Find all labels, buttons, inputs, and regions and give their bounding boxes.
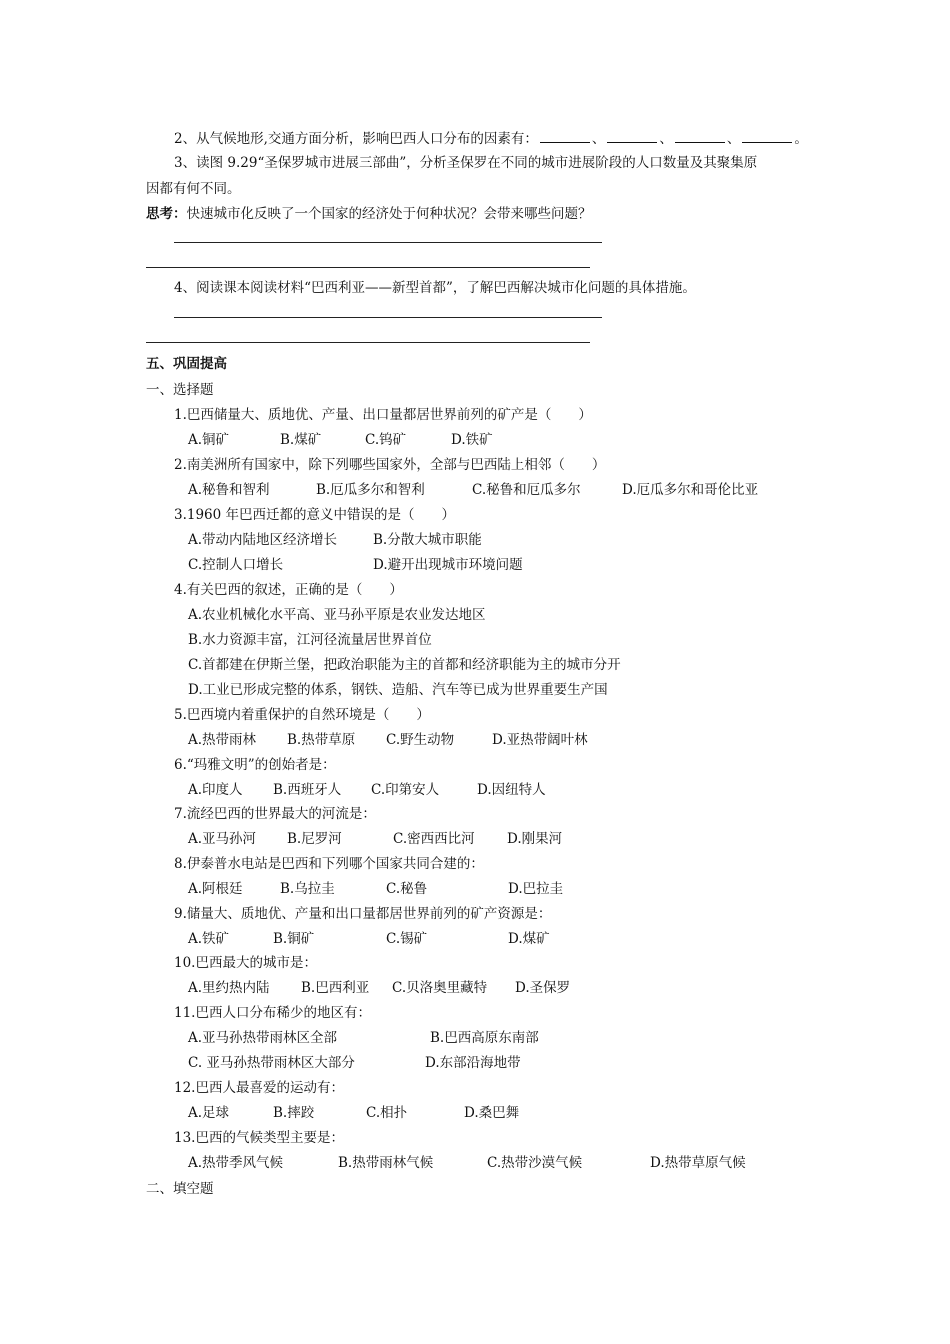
answer-option[interactable]: B.热带雨林气候 bbox=[338, 1155, 434, 1171]
question-2-text: 2、从气候地形,交通方面分析，影响巴西人口分布的因素有： bbox=[174, 131, 538, 147]
answer-option[interactable]: B.分散大城市职能 bbox=[373, 532, 482, 548]
answer-option[interactable]: C.秘鲁和厄瓜多尔 bbox=[472, 482, 581, 498]
answer-option[interactable]: C.热带沙漠气候 bbox=[487, 1155, 583, 1171]
separator: 、 bbox=[659, 131, 673, 147]
answer-line[interactable] bbox=[146, 267, 590, 268]
answer-option[interactable]: C.密西西比河 bbox=[393, 831, 475, 847]
think-text: 快速城市化反映了一个国家的经济处于何种状况？会带来哪些问题？ bbox=[186, 206, 592, 222]
answer-option[interactable]: D.煤矿 bbox=[508, 931, 550, 947]
question-stem: 8.伊泰普水电站是巴西和下列哪个国家共同合建的： bbox=[174, 856, 484, 872]
answer-option[interactable]: C. 亚马孙热带雨林区大部分 bbox=[188, 1055, 355, 1071]
question-stem: 2.南美洲所有国家中，除下列哪些国家外，全部与巴西陆上相邻（ ） bbox=[174, 457, 606, 473]
answer-blank[interactable] bbox=[607, 129, 657, 143]
answer-option[interactable]: D.刚果河 bbox=[507, 831, 563, 847]
answer-option[interactable]: D.因纽特人 bbox=[477, 782, 546, 798]
answer-option[interactable]: C.相扑 bbox=[366, 1105, 408, 1121]
answer-option[interactable]: B.尼罗河 bbox=[287, 831, 342, 847]
answer-option[interactable]: A.足球 bbox=[188, 1105, 230, 1121]
answer-option[interactable]: D.桑巴舞 bbox=[464, 1105, 520, 1121]
answer-line[interactable] bbox=[174, 242, 602, 243]
answer-option[interactable]: B.热带草原 bbox=[287, 732, 356, 748]
answer-option[interactable]: D.亚热带阔叶林 bbox=[492, 732, 588, 748]
part-heading-choice: 一、选择题 bbox=[146, 382, 214, 398]
answer-option[interactable]: C.秘鲁 bbox=[386, 881, 428, 897]
answer-option[interactable]: A.热带雨林 bbox=[188, 732, 257, 748]
answer-option[interactable]: B.铜矿 bbox=[273, 931, 315, 947]
answer-option[interactable]: C.首都建在伊斯兰堡，把政治职能为主的首都和经济职能为主的城市分开 bbox=[188, 657, 621, 673]
think-line bbox=[146, 205, 592, 223]
answer-option[interactable]: B.西班牙人 bbox=[273, 782, 342, 798]
separator: 、 bbox=[726, 131, 741, 147]
answer-option[interactable]: A.秘鲁和智利 bbox=[188, 482, 270, 498]
question-stem: 6.“玛雅文明”的创始者是： bbox=[174, 757, 336, 773]
answer-option[interactable]: A.阿根廷 bbox=[188, 881, 243, 897]
answer-option[interactable]: D.热带草原气候 bbox=[650, 1155, 746, 1171]
part-heading-fill: 二、填空题 bbox=[146, 1181, 214, 1197]
separator: 、 bbox=[591, 131, 606, 147]
answer-option[interactable]: B.巴西利亚 bbox=[301, 980, 370, 996]
answer-option[interactable]: D.避开出现城市环境问题 bbox=[373, 557, 523, 573]
question-stem: 7.流经巴西的世界最大的河流是： bbox=[174, 806, 376, 822]
question-stem: 9.储量大、质地优、产量和出口量都居世界前列的矿产资源是： bbox=[174, 906, 552, 922]
answer-option[interactable]: C.控制人口增长 bbox=[188, 557, 284, 573]
answer-option[interactable]: D.铁矿 bbox=[451, 432, 493, 448]
answer-option[interactable]: A.带动内陆地区经济增长 bbox=[188, 532, 338, 548]
answer-option[interactable]: A.农业机械化水平高、亚马孙平原是农业发达地区 bbox=[188, 607, 486, 623]
answer-option[interactable]: B.摔跤 bbox=[273, 1105, 315, 1121]
answer-option[interactable]: A.印度人 bbox=[188, 782, 243, 798]
answer-option[interactable]: C.野生动物 bbox=[386, 732, 455, 748]
answer-option[interactable]: A.亚马孙热带雨林区全部 bbox=[188, 1030, 338, 1046]
question-3-line1: 3、读图 9.29“圣保罗城市进展三部曲”，分析圣保罗在不同的城市进展阶段的人口数量及其聚集原 bbox=[174, 155, 758, 171]
question-3-line2: 因都有何不同。 bbox=[146, 181, 241, 197]
answer-option[interactable]: B.巴西高原东南部 bbox=[430, 1030, 539, 1046]
answer-option[interactable]: D.圣保罗 bbox=[515, 980, 571, 996]
answer-option[interactable]: C.钨矿 bbox=[365, 432, 407, 448]
answer-option[interactable]: C.锡矿 bbox=[386, 931, 428, 947]
answer-option[interactable]: B.煤矿 bbox=[280, 432, 322, 448]
answer-option[interactable]: D.东部沿海地带 bbox=[425, 1055, 521, 1071]
answer-blank[interactable] bbox=[675, 129, 725, 143]
question-stem: 1.巴西储量大、质地优、产量、出口量都居世界前列的矿产是（ ） bbox=[174, 407, 592, 423]
question-stem: 5.巴西境内着重保护的自然环境是（ ） bbox=[174, 707, 430, 723]
question-stem: 12.巴西人最喜爱的运动有： bbox=[174, 1080, 344, 1096]
question-4-line: 4、阅读课本阅读材料“巴西利亚——新型首都”，了解巴西解决城市化问题的具体措施。 bbox=[174, 280, 696, 296]
question-stem: 11.巴西人口分布稀少的地区有： bbox=[174, 1005, 371, 1021]
answer-option[interactable]: D.巴拉圭 bbox=[508, 881, 564, 897]
answer-option[interactable]: D.工业已形成完整的体系，钢铁、造船、汽车等已成为世界重要生产国 bbox=[188, 682, 608, 698]
question-stem: 4.有关巴西的叙述，正确的是（ ） bbox=[174, 582, 403, 598]
answer-option[interactable]: B.厄瓜多尔和智利 bbox=[316, 482, 425, 498]
section-title: 五、巩固提高 bbox=[146, 356, 227, 372]
answer-option[interactable]: C.印第安人 bbox=[371, 782, 440, 798]
answer-blank[interactable] bbox=[742, 129, 792, 143]
answer-option[interactable]: B.乌拉圭 bbox=[280, 881, 335, 897]
question-stem: 10.巴西最大的城市是： bbox=[174, 955, 317, 971]
answer-option[interactable]: A.亚马孙河 bbox=[188, 831, 257, 847]
answer-option[interactable]: C.贝洛奥里藏特 bbox=[392, 980, 488, 996]
answer-option[interactable]: A.铜矿 bbox=[188, 432, 230, 448]
answer-option[interactable]: B.水力资源丰富，江河径流量居世界首位 bbox=[188, 632, 432, 648]
answer-option[interactable]: A.铁矿 bbox=[188, 931, 230, 947]
think-label: 思考： bbox=[146, 206, 187, 222]
answer-option[interactable]: A.热带季风气候 bbox=[188, 1155, 284, 1171]
answer-option[interactable]: A.里约热内陆 bbox=[188, 980, 270, 996]
question-2-line bbox=[174, 129, 808, 148]
answer-option[interactable]: D.厄瓜多尔和哥伦比亚 bbox=[622, 482, 759, 498]
answer-line[interactable] bbox=[174, 317, 602, 318]
period: 。 bbox=[794, 131, 808, 147]
question-stem: 13.巴西的气候类型主要是： bbox=[174, 1130, 344, 1146]
question-stem: 3.1960 年巴西迁都的意义中错误的是（ ） bbox=[174, 507, 456, 523]
answer-line[interactable] bbox=[146, 342, 590, 343]
answer-blank[interactable] bbox=[540, 129, 590, 143]
